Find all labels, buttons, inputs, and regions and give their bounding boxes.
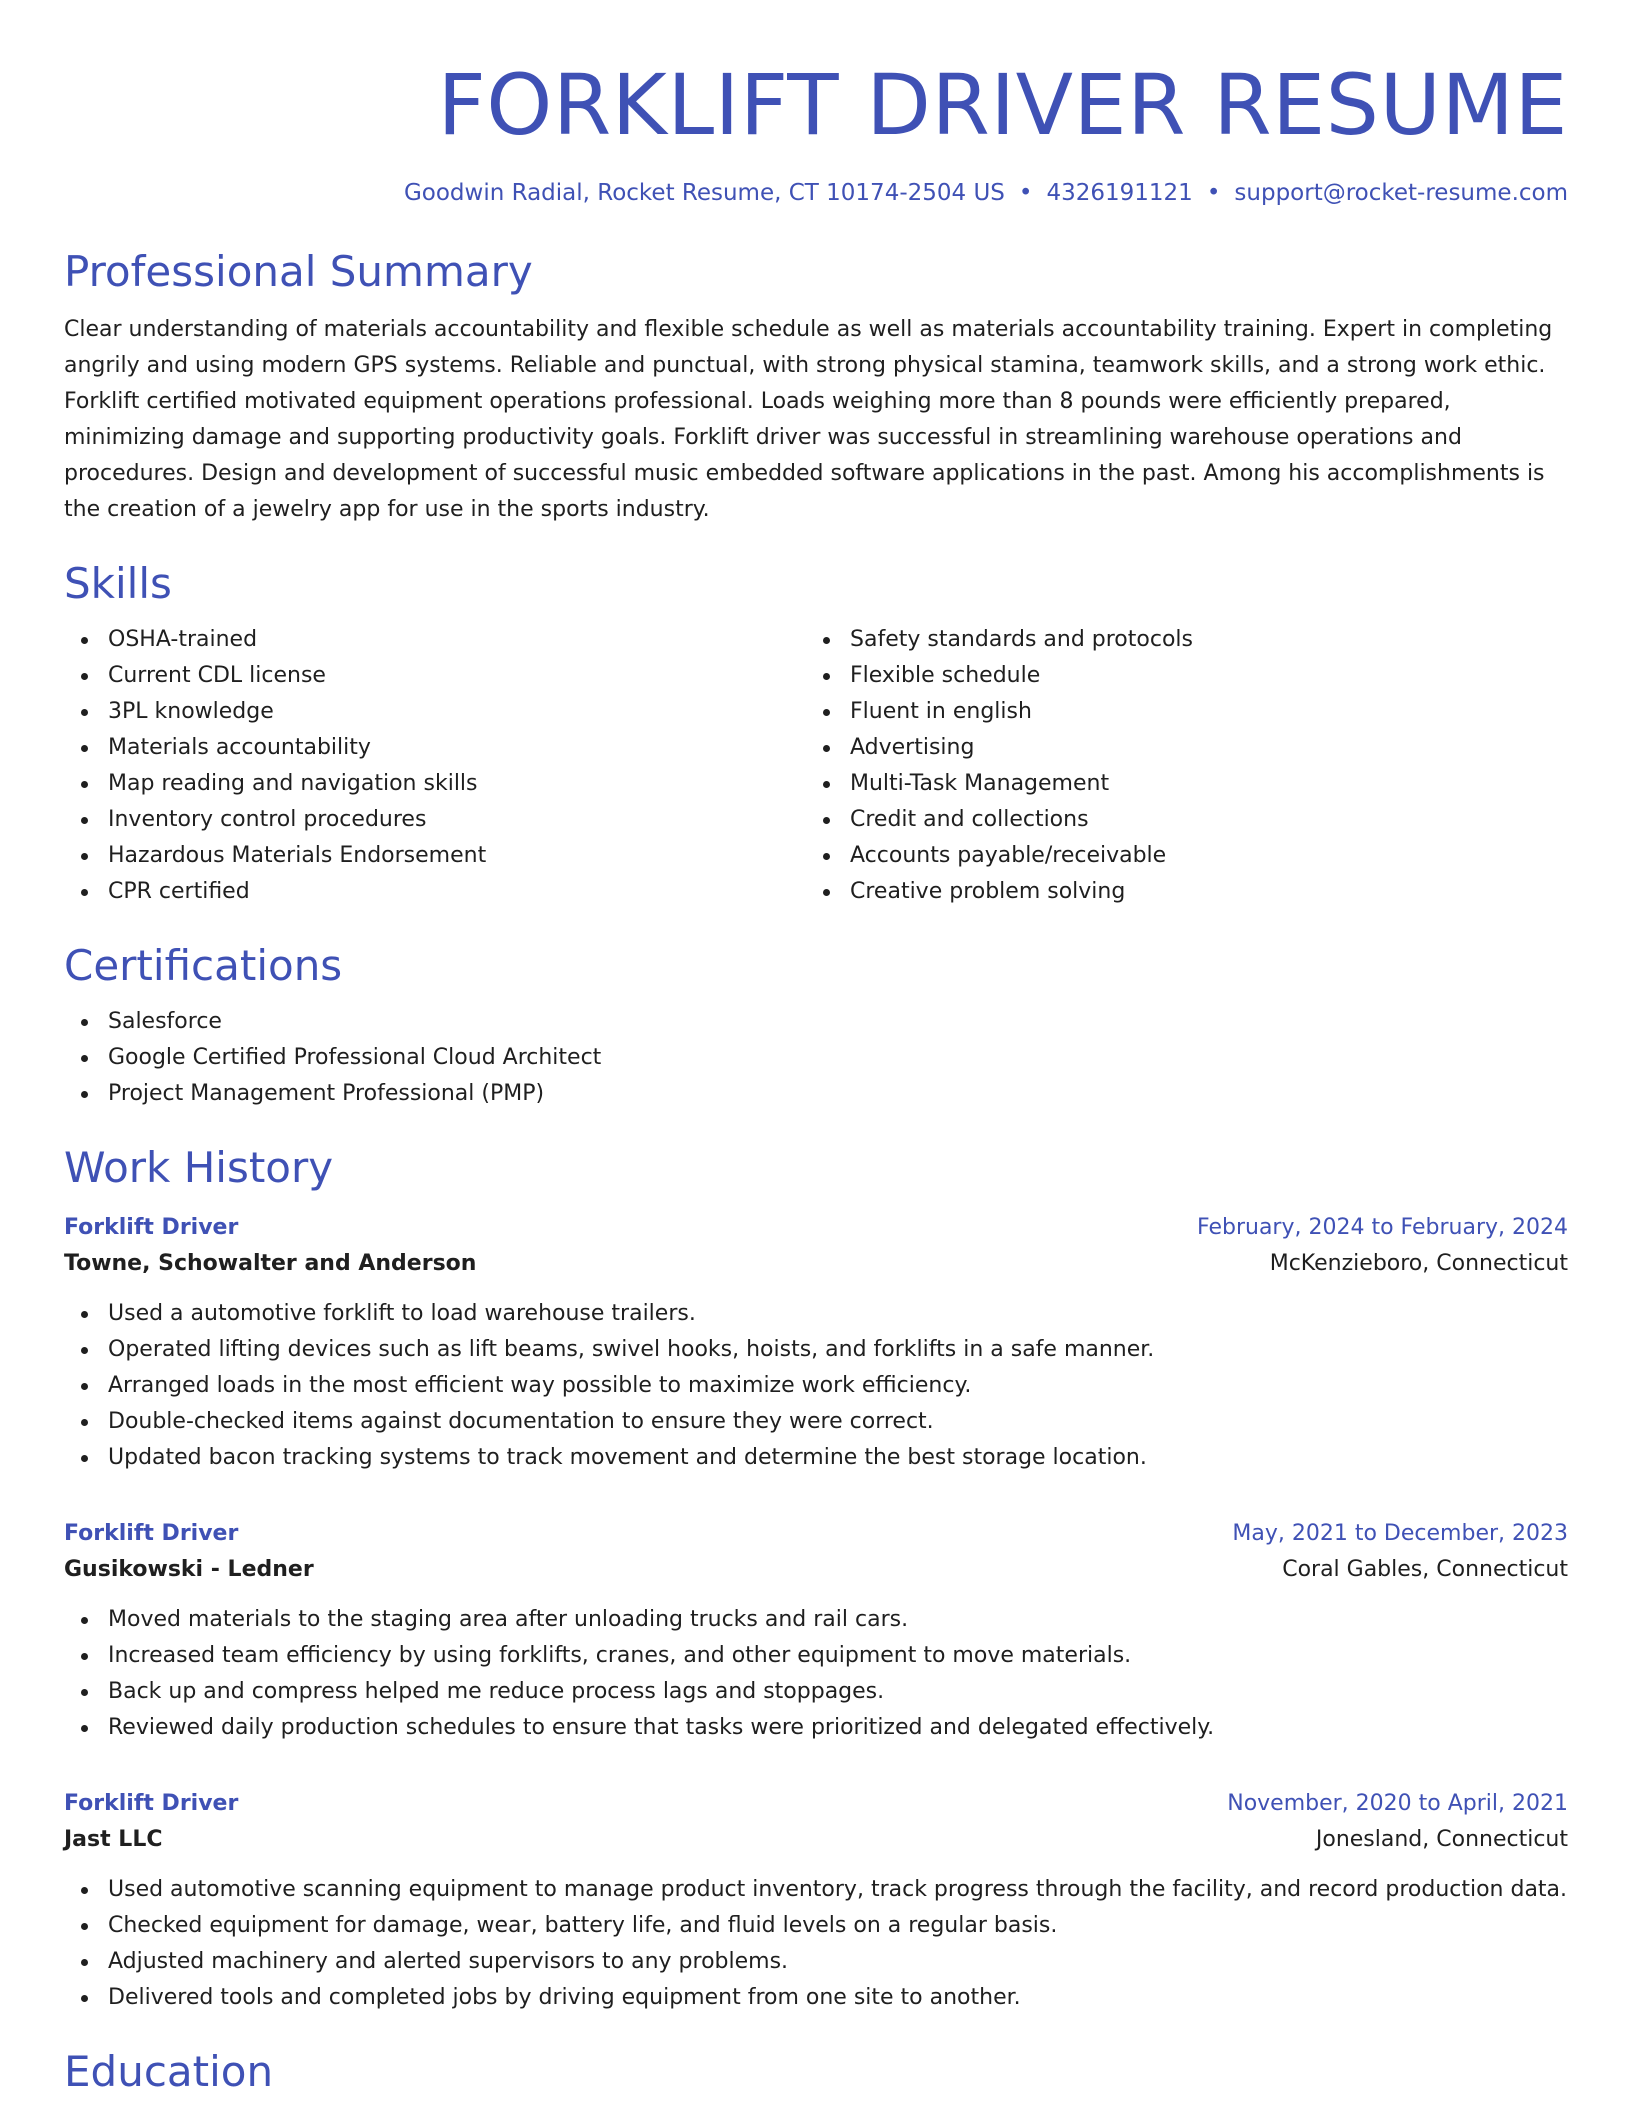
job-duty-item: Increased team efficiency by using forklifts, cranes, and other equipment to move materials. (64, 1638, 1568, 1674)
certifications-heading: Certifications (64, 941, 343, 990)
job-entry (64, 1786, 1568, 2016)
contact-phone: 4326191121 (1046, 180, 1193, 206)
job-duty-item: Delivered tools and completed jobs by driving equipment from one site to another. (64, 1980, 1568, 2016)
certification-item: Salesforce (64, 1004, 1568, 1040)
job-duties-list (64, 1872, 1568, 2016)
skill-item: Creative problem solving (806, 874, 1548, 910)
skill-item: OSHA-trained (64, 622, 806, 658)
job-title: Forklift Driver (64, 1521, 239, 1546)
job-duty-item: Arranged loads in the most efficient way possible to maximize work efficiency. (64, 1368, 1568, 1404)
contact-line (64, 178, 1568, 208)
summary-heading: Professional Summary (64, 247, 533, 296)
skill-item: Safety standards and protocols (806, 622, 1548, 658)
job-duty-item: Adjusted machinery and alerted supervisors to any problems. (64, 1944, 1568, 1980)
resume-title: FORKLIFT DRIVER RESUME (437, 56, 1568, 154)
job-duties-list (64, 1602, 1568, 1746)
skill-item: Current CDL license (64, 658, 806, 694)
job-entry (64, 1516, 1568, 1746)
job-duty-item: Moved materials to the staging area after unloading trucks and rail cars. (64, 1602, 1568, 1638)
skill-item: Flexible schedule (806, 658, 1548, 694)
job-location: McKenzieboro, Connecticut (1269, 1251, 1568, 1276)
job-location: Jonesland, Connecticut (1315, 1827, 1568, 1852)
skill-item: CPR certified (64, 874, 806, 910)
job-dates: February, 2024 to February, 2024 (1197, 1215, 1568, 1240)
job-duty-item: Used a automotive forklift to load warehouse trailers. (64, 1296, 1568, 1332)
job-location: Coral Gables, Connecticut (1282, 1557, 1568, 1582)
job-company: Gusikowski - Ledner (64, 1557, 314, 1582)
work-history-heading: Work History (64, 1143, 334, 1192)
job-company-row (64, 1246, 1568, 1282)
job-duty-item: Operated lifting devices such as lift beams, swivel hooks, hoists, and forklifts in a safe manner. (64, 1332, 1568, 1368)
skill-item: Hazardous Materials Endorsement (64, 838, 806, 874)
job-dates: November, 2020 to April, 2021 (1227, 1791, 1568, 1816)
skill-item: Accounts payable/receivable (806, 838, 1548, 874)
job-duty-item: Reviewed daily production schedules to ensure that tasks were prioritized and delegated effectively. (64, 1710, 1568, 1746)
job-title: Forklift Driver (64, 1215, 239, 1240)
job-duty-item: Used automotive scanning equipment to manage product inventory, track progress through the facility, and record production data. (64, 1872, 1568, 1908)
certification-item: Project Management Professional (PMP) (64, 1076, 1568, 1112)
summary-text: Clear understanding of materials accountability and flexible schedule as well as materials accountability training. Expert in completing angrily and using modern GPS systems. Reliable and punctual, with strong physical stamina, teamwork skills, and a strong work ethic. Forklift certified motivated equipment operations professional. Loads weighing more than 8 pounds were efficiently prepared, minimizing damage and supporting productivity goals. Forklift driver was successful in streamlining warehouse operations and procedures. Design and development of successful music embedded software applications in the past. Among his accomplishments is the creation of a jewelry app for use in the sports industry. (64, 317, 1553, 522)
job-company-row (64, 1822, 1568, 1858)
skills-column-left (64, 622, 806, 910)
contact-address: Goodwin Radial, Rocket Resume, CT 10174-2504 US (403, 180, 1005, 206)
skill-item: Advertising (806, 730, 1548, 766)
job-title: Forklift Driver (64, 1791, 239, 1816)
resume-page (64, 0, 1568, 2098)
skill-item: Inventory control procedures (64, 802, 806, 838)
job-company: Towne, Schowalter and Anderson (64, 1251, 477, 1276)
skill-item: Materials accountability (64, 730, 806, 766)
skill-item: Credit and collections (806, 802, 1548, 838)
job-company-row (64, 1552, 1568, 1588)
job-duty-item: Checked equipment for damage, wear, battery life, and fluid levels on a regular basis. (64, 1908, 1568, 1944)
skill-item: Map reading and navigation skills (64, 766, 806, 802)
job-duty-item: Back up and compress helped me reduce process lags and stoppages. (64, 1674, 1568, 1710)
job-duty-item: Updated bacon tracking systems to track movement and determine the best storage location. (64, 1440, 1568, 1476)
skills-heading: Skills (64, 559, 172, 608)
job-header-row (64, 1210, 1568, 1246)
job-header-row (64, 1786, 1568, 1822)
job-duty-item: Double-checked items against documentation to ensure they were correct. (64, 1404, 1568, 1440)
job-dates: May, 2021 to December, 2023 (1232, 1521, 1568, 1546)
skill-item: Multi-Task Management (806, 766, 1548, 802)
certifications-list (64, 1004, 1568, 1112)
contact-separator: • (1018, 180, 1033, 206)
job-duties-list (64, 1296, 1568, 1476)
certification-item: Google Certified Professional Cloud Architect (64, 1040, 1568, 1076)
skill-item: Fluent in english (806, 694, 1548, 730)
skills-column-right (806, 622, 1548, 910)
job-entry (64, 1210, 1568, 1476)
skill-item: 3PL knowledge (64, 694, 806, 730)
education-heading: Education (64, 2047, 274, 2096)
job-company: Jast LLC (64, 1827, 163, 1852)
contact-separator: • (1206, 180, 1221, 206)
contact-email: support@rocket-resume.com (1234, 180, 1568, 206)
skills-grid (64, 622, 1568, 910)
job-header-row (64, 1516, 1568, 1552)
